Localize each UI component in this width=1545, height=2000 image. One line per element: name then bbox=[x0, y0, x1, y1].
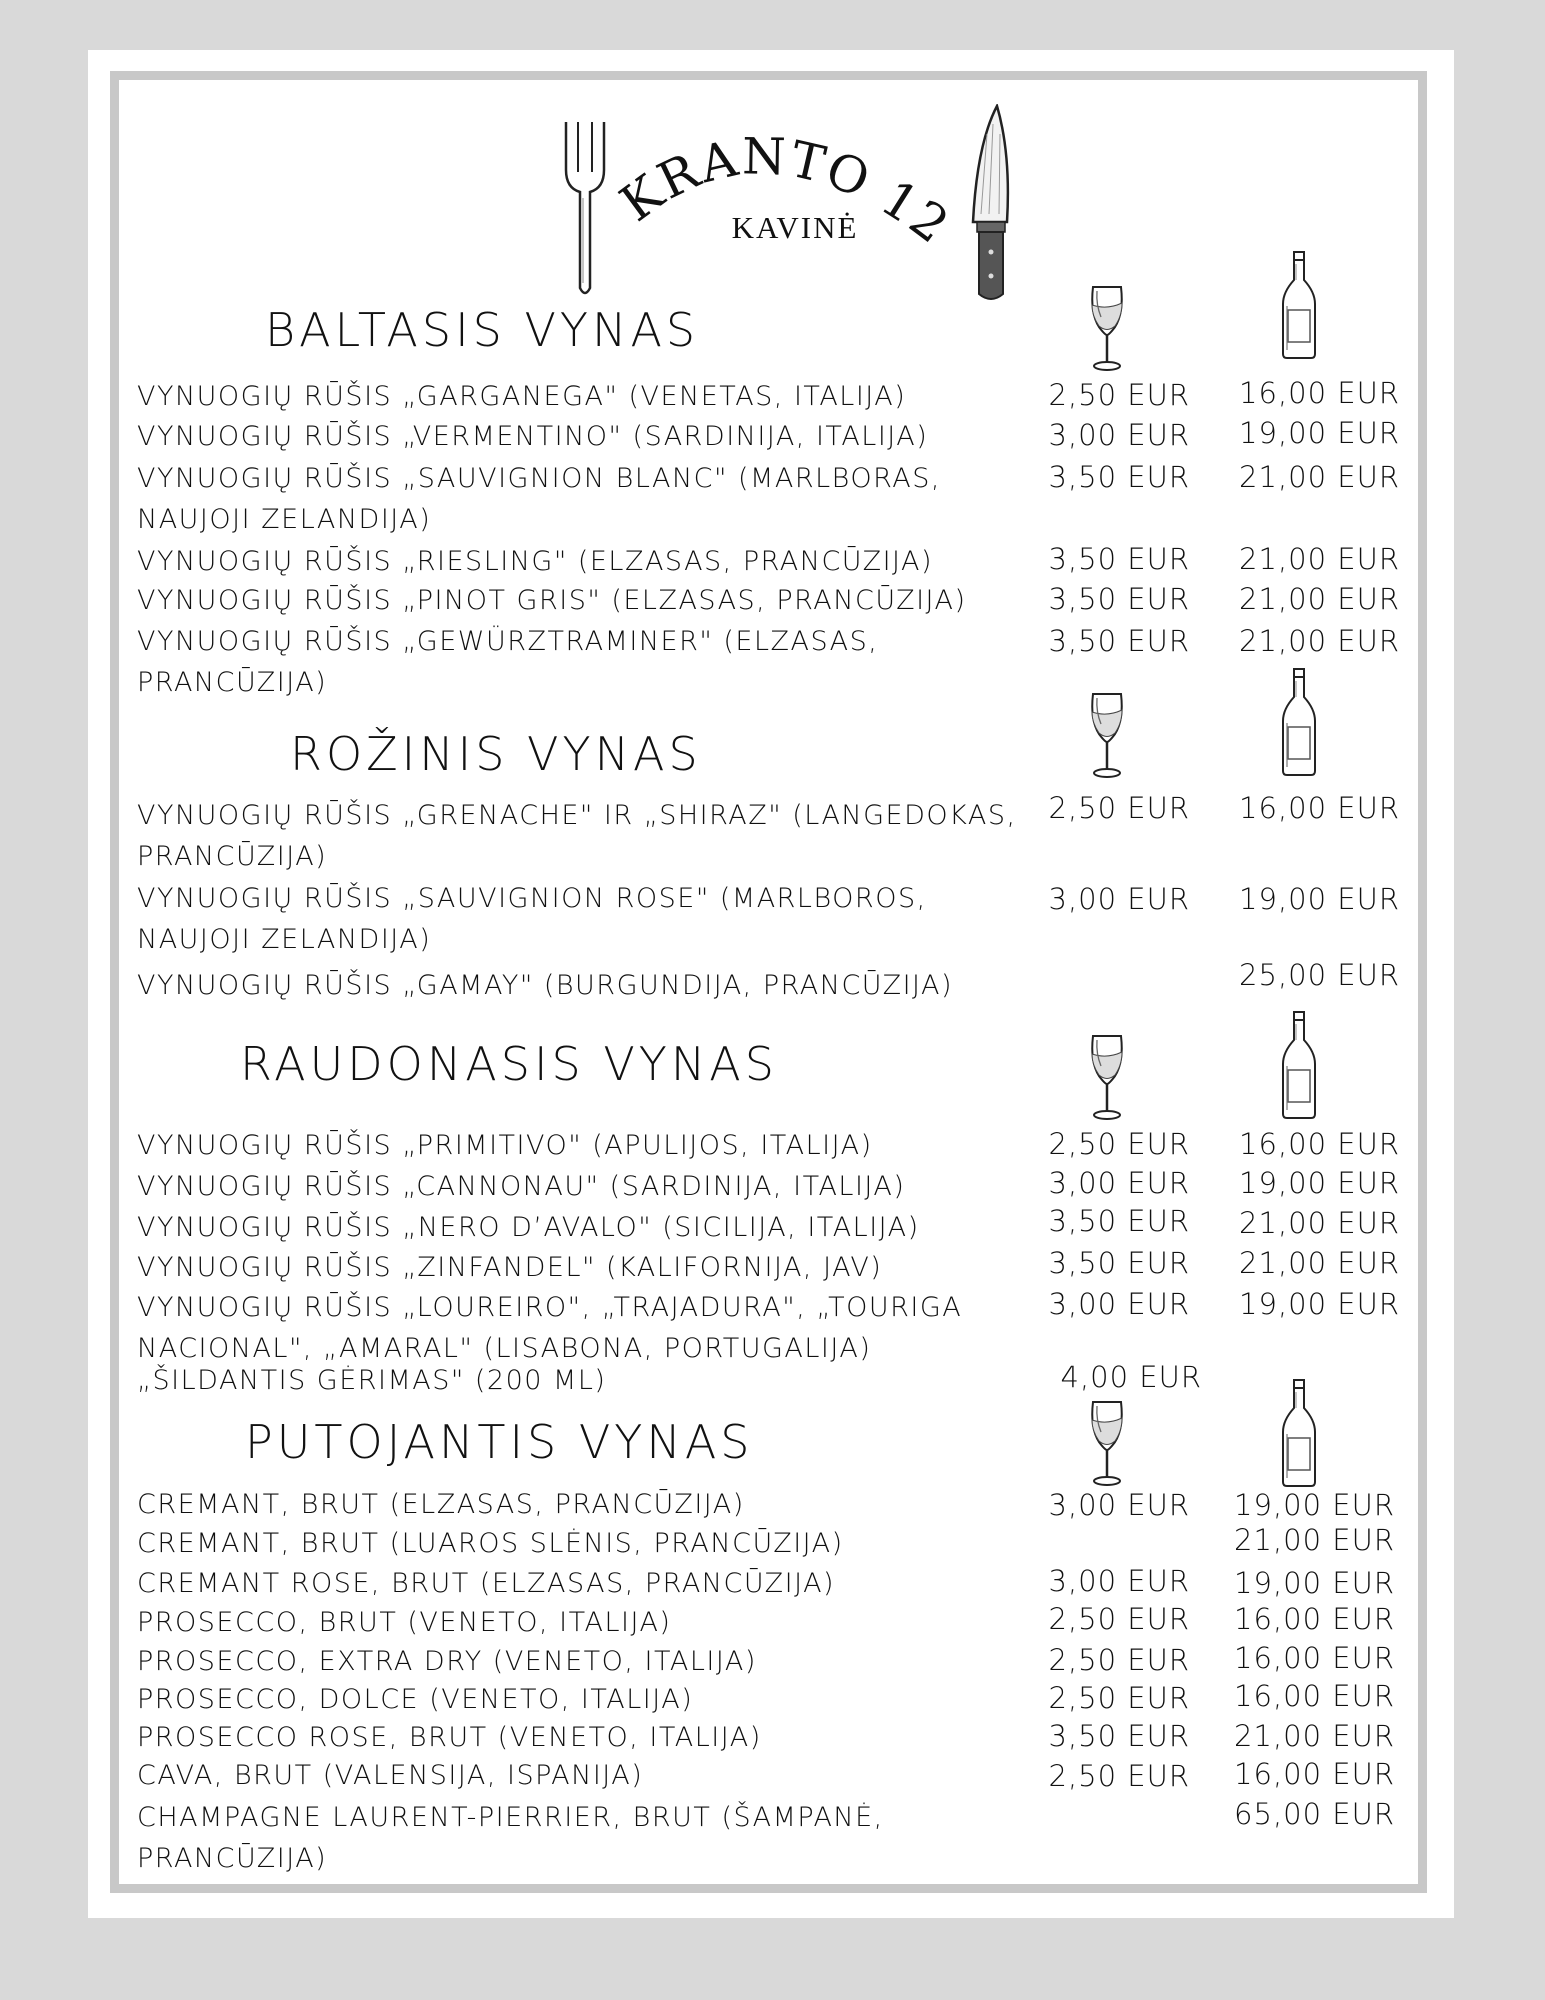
glass-price: 3,00 EUR bbox=[1048, 1564, 1190, 1598]
bottle-price: 19,00 EUR bbox=[1234, 1488, 1395, 1522]
list-item: CAVA, BRUT (VALENSIJA, ISPANIJA) bbox=[137, 1760, 644, 1791]
wine-bottle-icon bbox=[1279, 1378, 1319, 1488]
bottle-price: 25,00 EUR bbox=[1239, 958, 1400, 992]
list-item: PROSECCO, EXTRA DRY (VENETO, ITALIJA) bbox=[137, 1646, 757, 1677]
bottle-price: 19,00 EUR bbox=[1239, 1287, 1400, 1321]
list-item: VYNUOGIŲ RŪŠIS „NERO D’AVALO" (SICILIJA, ITALIJA) bbox=[137, 1212, 920, 1243]
list-item: CREMANT, BRUT (LUAROS SLĖNIS, PRANCŪZIJA) bbox=[137, 1528, 844, 1559]
bottle-price: 65,00 EUR bbox=[1234, 1797, 1395, 1831]
wine-bottle-icon bbox=[1279, 1010, 1319, 1120]
glass-price: 2,50 EUR bbox=[1048, 378, 1190, 412]
glass-price: 4,00 EUR bbox=[1060, 1360, 1202, 1394]
section-title-white: BALTASIS VYNAS bbox=[265, 303, 700, 357]
glass-price: 3,00 EUR bbox=[1048, 418, 1190, 452]
list-item: PROSECCO, DOLCE (VENETO, ITALIJA) bbox=[137, 1684, 694, 1715]
list-item: VYNUOGIŲ RŪŠIS „CANNONAU" (SARDINIJA, ITALIJA) bbox=[137, 1171, 906, 1202]
glass-price: 2,50 EUR bbox=[1048, 1602, 1190, 1636]
bottle-price: 21,00 EUR bbox=[1239, 582, 1400, 616]
bottle-price: 16,00 EUR bbox=[1239, 791, 1400, 825]
glass-price: 2,50 EUR bbox=[1048, 1127, 1190, 1161]
list-item: VYNUOGIŲ RŪŠIS „GEWÜRZTRAMINER" (ELZASAS, PRANCŪZIJA) bbox=[137, 626, 879, 698]
logo-title: KRANTO 12 bbox=[609, 127, 961, 256]
wine-glass-icon bbox=[1087, 690, 1127, 780]
bottle-price: 16,00 EUR bbox=[1234, 1641, 1395, 1675]
glass-price: 3,50 EUR bbox=[1048, 542, 1190, 576]
bottle-price: 19,00 EUR bbox=[1234, 1566, 1395, 1600]
list-item: VYNUOGIŲ RŪŠIS „SAUVIGNION ROSE" (MARLBOROS, NAUJOJI ZELANDIJA) bbox=[137, 883, 927, 955]
bottle-price: 21,00 EUR bbox=[1234, 1719, 1395, 1753]
wine-glass-icon bbox=[1087, 283, 1127, 373]
bottle-price: 16,00 EUR bbox=[1234, 1602, 1395, 1636]
bottle-price: 21,00 EUR bbox=[1239, 542, 1400, 576]
bottle-price: 19,00 EUR bbox=[1239, 882, 1400, 916]
glass-price: 2,50 EUR bbox=[1048, 1681, 1190, 1715]
bottle-price: 19,00 EUR bbox=[1239, 1166, 1400, 1200]
list-item: VYNUOGIŲ RŪŠIS „GARGANEGA" (VENETAS, ITALIJA) bbox=[137, 381, 907, 412]
list-item: „ŠILDANTIS GĖRIMAS" (200 ML) bbox=[137, 1365, 607, 1396]
list-item: VYNUOGIŲ RŪŠIS „GAMAY" (BURGUNDIJA, PRANCŪZIJA) bbox=[137, 970, 954, 1001]
glass-price: 3,00 EUR bbox=[1048, 1488, 1190, 1522]
list-item: VYNUOGIŲ RŪŠIS „VERMENTINO" (SARDINIJA, ITALIJA) bbox=[137, 421, 929, 452]
logo-arc bbox=[555, 100, 1015, 310]
list-item: PROSECCO, BRUT (VENETO, ITALIJA) bbox=[137, 1607, 672, 1638]
bottle-price: 21,00 EUR bbox=[1239, 1206, 1400, 1240]
bottle-price: 21,00 EUR bbox=[1239, 1246, 1400, 1280]
glass-price: 2,50 EUR bbox=[1048, 1759, 1190, 1793]
list-item: VYNUOGIŲ RŪŠIS „LOUREIRO", „TRAJADURA", „TOURIGA NACIONAL", „AMARAL" (LISABONA, PORTUGALIJA) bbox=[137, 1292, 963, 1364]
bottle-price: 16,00 EUR bbox=[1234, 1757, 1395, 1791]
wine-glass-icon bbox=[1087, 1032, 1127, 1122]
section-title-sparkling: PUTOJANTIS VYNAS bbox=[245, 1415, 754, 1469]
glass-price: 3,50 EUR bbox=[1048, 624, 1190, 658]
bottle-price: 21,00 EUR bbox=[1234, 1523, 1395, 1557]
bottle-price: 16,00 EUR bbox=[1239, 376, 1400, 410]
wine-bottle-icon bbox=[1279, 667, 1319, 777]
wine-bottle-icon bbox=[1279, 250, 1319, 360]
section-title-red: RAUDONASIS VYNAS bbox=[240, 1037, 778, 1091]
list-item: CREMANT ROSE, BRUT (ELZASAS, PRANCŪZIJA) bbox=[137, 1568, 836, 1599]
list-item: PROSECCO ROSE, BRUT (VENETO, ITALIJA) bbox=[137, 1722, 762, 1753]
list-item: CREMANT, BRUT (ELZASAS, PRANCŪZIJA) bbox=[137, 1489, 745, 1520]
glass-price: 2,50 EUR bbox=[1048, 1643, 1190, 1677]
bottle-price: 19,00 EUR bbox=[1239, 416, 1400, 450]
logo-subtitle: KAVINĖ bbox=[731, 210, 859, 245]
glass-price: 3,50 EUR bbox=[1048, 1204, 1190, 1238]
list-item: VYNUOGIŲ RŪŠIS „PRIMITIVO" (APULIJOS, ITALIJA) bbox=[137, 1130, 873, 1161]
list-item: VYNUOGIŲ RŪŠIS „GRENACHE" IR „SHIRAZ" (LANGEDOKAS, PRANCŪZIJA) bbox=[137, 800, 1017, 872]
glass-price: 3,50 EUR bbox=[1048, 1246, 1190, 1280]
glass-price: 2,50 EUR bbox=[1048, 791, 1190, 825]
list-item: VYNUOGIŲ RŪŠIS „SAUVIGNION BLANC" (MARLBORAS, NAUJOJI ZELANDIJA) bbox=[137, 463, 941, 535]
bottle-price: 21,00 EUR bbox=[1239, 460, 1400, 494]
bottle-price: 16,00 EUR bbox=[1234, 1679, 1395, 1713]
glass-price: 3,00 EUR bbox=[1048, 882, 1190, 916]
list-item: VYNUOGIŲ RŪŠIS „PINOT GRIS" (ELZASAS, PRANCŪZIJA) bbox=[137, 585, 967, 616]
glass-price: 3,50 EUR bbox=[1048, 582, 1190, 616]
wine-glass-icon bbox=[1087, 1398, 1127, 1488]
glass-price: 3,50 EUR bbox=[1048, 1719, 1190, 1753]
glass-price: 3,00 EUR bbox=[1048, 1287, 1190, 1321]
list-item: VYNUOGIŲ RŪŠIS „ZINFANDEL" (KALIFORNIJA, JAV) bbox=[137, 1252, 883, 1283]
list-item: CHAMPAGNE LAURENT-PIERRIER, BRUT (ŠAMPANĖ, PRANCŪZIJA) bbox=[137, 1802, 884, 1874]
list-item: VYNUOGIŲ RŪŠIS „RIESLING" (ELZASAS, PRANCŪZIJA) bbox=[137, 546, 934, 577]
bottle-price: 16,00 EUR bbox=[1239, 1127, 1400, 1161]
glass-price: 3,00 EUR bbox=[1048, 1166, 1190, 1200]
section-title-rose: ROŽINIS VYNAS bbox=[290, 727, 702, 781]
glass-price: 3,50 EUR bbox=[1048, 460, 1190, 494]
bottle-price: 21,00 EUR bbox=[1239, 624, 1400, 658]
